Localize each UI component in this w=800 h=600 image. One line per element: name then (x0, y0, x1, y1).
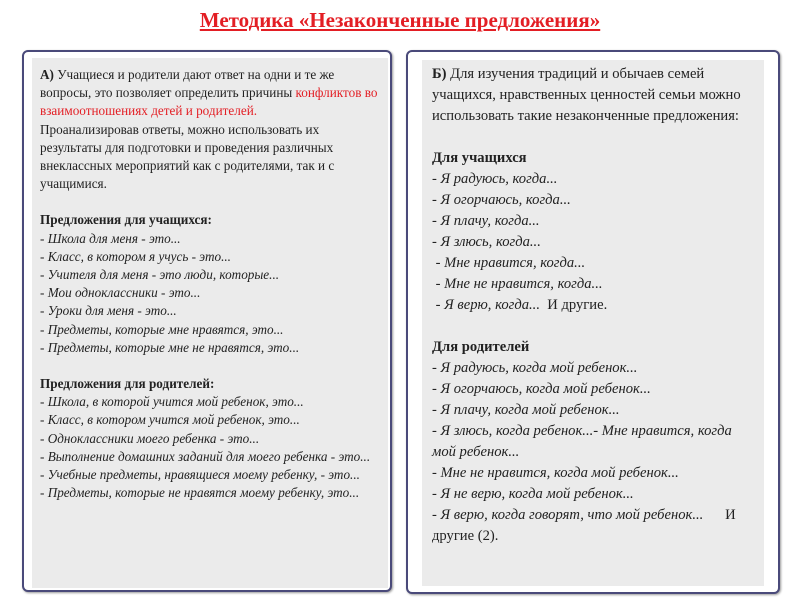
list-item-text: - Я верю, когда... (432, 297, 540, 313)
intro-b: Б) Для изучения традиций и обычаев семей учащихся, нравственных ценностей семьи можно использовать такие незаконченные предложения: (432, 66, 741, 124)
list-item (40, 411, 380, 429)
list-item (432, 421, 754, 463)
list-item (432, 211, 754, 232)
list-item (432, 505, 754, 547)
list-item (40, 266, 380, 284)
list-item (40, 284, 380, 302)
list-item (40, 448, 380, 466)
list-item-text: - Я верю, когда говорят, что мой ребенок... (432, 507, 704, 523)
panel-a (22, 50, 392, 592)
list-item (432, 190, 754, 211)
list-item-text: - Мне нравится, когда... (432, 255, 586, 271)
list-item (40, 466, 380, 484)
list-item-text: - Класс, в котором учится мой ребенок, это... (40, 412, 300, 428)
list-item (432, 379, 754, 400)
list-item-text: - Учебные предметы, нравящиеся моему ребенку, - это... (40, 467, 360, 483)
panel-b-content (422, 60, 764, 586)
list-item (432, 358, 754, 379)
list-item-text: - Я радуюсь, когда... (432, 171, 558, 187)
list-item (40, 321, 380, 339)
parents-heading-b: Для родителей (432, 339, 530, 355)
list-item-text: - Я злюсь, когда ребенок...- Мне нравится, когда мой ребенок... (432, 423, 736, 460)
list-item (40, 248, 380, 266)
list-item-text: - Я радуюсь, когда мой ребенок... (432, 360, 638, 376)
list-item (432, 232, 754, 253)
list-item-text: - Я злюсь, когда... (432, 234, 541, 250)
list-item (432, 253, 754, 274)
list-item-text: - Я плачу, когда... (432, 213, 540, 229)
list-item-text: - Школа для меня - это... (40, 230, 181, 246)
list-item-text: - Класс, в котором я учусь - это... (40, 248, 231, 264)
list-item-text: - Мне не нравится, когда... (432, 276, 603, 292)
list-item-text: - Выполнение домашних заданий для моего ребенка - это... (40, 448, 371, 464)
list-item (432, 295, 754, 316)
list-item (432, 463, 754, 484)
list-item-text: - Одноклассники моего ребенка - это... (40, 430, 260, 446)
list-item-text: - Мои одноклассники - это... (40, 285, 201, 301)
list-item-text: - Я огорчаюсь, когда... (432, 192, 571, 208)
list-item-text: - Учителя для меня - это люди, которые... (40, 267, 280, 283)
list-item (432, 400, 754, 421)
list-item (432, 274, 754, 295)
list-tail: И другие. (539, 297, 608, 313)
list-item-text: - Я плачу, когда мой ребенок... (432, 402, 620, 418)
panel-a-content (32, 58, 388, 588)
list-item-text: - Предметы, которые не нравятся моему ребенку, это... (40, 485, 360, 501)
list-item-text: - Школа, в которой учится мой ребенок, это... (40, 394, 304, 410)
list-item-text: - Предметы, которые мне нравятся, это... (40, 321, 284, 337)
panel-b (406, 50, 780, 594)
list-item-text: - Мне не нравится, когда мой ребенок... (432, 465, 679, 481)
list-item (40, 484, 380, 502)
list-item (40, 230, 380, 248)
list-item (432, 484, 754, 505)
list-item (40, 339, 380, 357)
page-title: Методика «Незаконченные предложения» (199, 8, 601, 32)
list-item (40, 302, 380, 320)
list-item (40, 430, 380, 448)
list-item-text: - Предметы, которые мне не нравятся, это... (40, 339, 300, 355)
students-heading: Предложения для учащихся: (40, 212, 212, 228)
list-item (40, 393, 380, 411)
list-item-text: - Я не верю, когда мой ребенок... (432, 486, 634, 502)
parents-heading: Предложения для родителей: (40, 376, 215, 392)
intro-a: А) Учащиеся и родители дают ответ на одни и те же вопросы, это позволяет определить причины конфликтов во взаимоотношениях детей и родителей. (40, 67, 378, 119)
list-item (432, 169, 754, 190)
list-item-text: - Я огорчаюсь, когда мой ребенок... (432, 381, 651, 397)
list-item-text: - Уроки для меня - это... (40, 303, 177, 319)
analysis-text: Проанализировав ответы, можно использовать их результаты для подготовки и проведения различных внеклассных мероприятий как с родителями, так и с учащимися. (40, 121, 335, 192)
students-heading-b: Для учащихся (432, 150, 527, 166)
list-tail: И другие (2). (432, 507, 740, 544)
